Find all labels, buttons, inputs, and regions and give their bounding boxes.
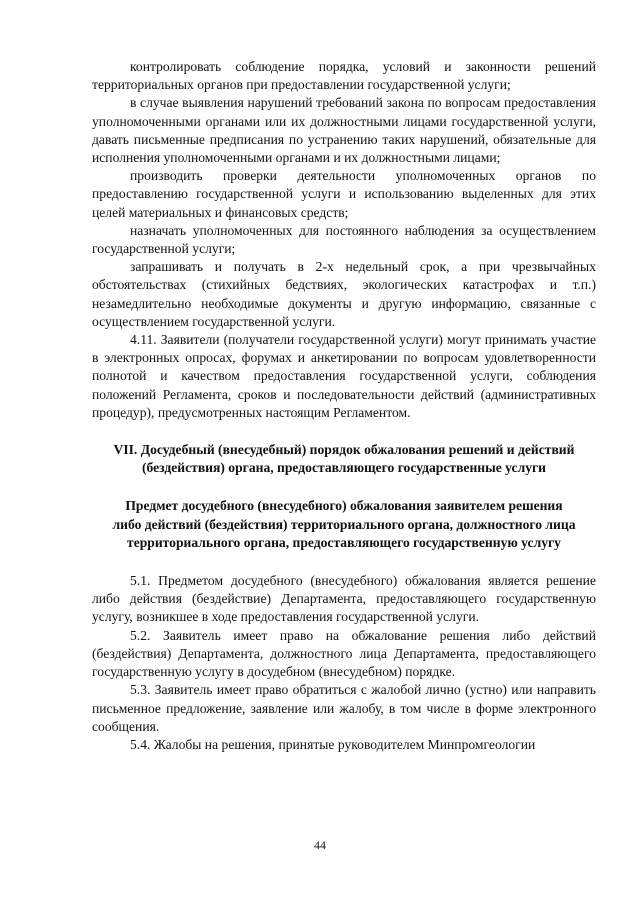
- paragraph-5-3: 5.3. Заявитель имеет право обратиться с жалобой лично (устно) или направить письменное предложение, заявление или жалобу, в том числе в форме электронного сообщения.: [92, 682, 596, 734]
- paragraph-5-4: 5.4. Жалобы на решения, принятые руководителем Минпромгеологии: [130, 736, 536, 752]
- paragraph-control-legality: контролировать соблюдение порядка, условий и законности решений территориальных органов при предоставлении государственной услуги;: [92, 59, 596, 93]
- paragraph-5-2: 5.2. Заявитель имеет право на обжалование решения либо действий (бездействия) Департамента, должностного лица Департамента, предоставляющего государственную услугу в досудебном (внесудебном) порядке.: [92, 627, 596, 680]
- paragraph-5-1: 5.1. Предметом досудебного (внесудебного) обжалования является решение либо действия (бездействие) Департамента, предоставляющего государственную услугу, возникшее в ходе предоставления государственной услуги.: [92, 573, 596, 625]
- paragraph-4-11: 4.11. Заявители (получатели государственной услуги) могут принимать участие в электронных опросах, форумах и анкетировании по вопросам удовлетворенности полнотой и качеством предоставления государственной услуги, соблюдения положений Регламента, сроков и последовательности действий (административных процедур), предусмотренных настоящим Регламентом.: [92, 332, 596, 420]
- paragraph-violations-orders: в случае выявления нарушений требований закона по вопросам предоставления уполномоченными органами или их должностными лицами государственной услуги, давать письменные предписания по устранению таких нарушений, обязательные для исполнения уполномоченными органами и их должностными лицами;: [92, 95, 596, 166]
- subject-heading: Предмет досудебного (внесудебного) обжалования заявителем решения либо действий (бездействия) территориального органа, должностного лица территориального органа, предоставляющего государственную услугу: [112, 498, 576, 550]
- document-page: [92, 58, 596, 754]
- page-number: 44: [314, 838, 326, 852]
- paragraph-appoint-observers: назначать уполномоченных для постоянного наблюдения за осуществлением государственной услуги;: [92, 222, 596, 257]
- paragraph-inspections: производить проверки деятельности уполномоченных органов по предоставлению государственной услуги и использованию выделенных для этих целей материальных и финансовых средств;: [92, 168, 596, 220]
- paragraph-request-documents: запрашивать и получать в 2-х недельный срок, а при чрезвычайных обстоятельствах (стихийных бедствиях, экологических катастрофах и т.п.) незамедлительно необходимые документы и другую информацию, связанные с осуществлением государственной услуги.: [92, 259, 596, 329]
- section-heading: VII. Досудебный (внесудебный) порядок обжалования решений и действий (бездействия) органа, предоставляющего государственные услуги: [113, 442, 575, 476]
